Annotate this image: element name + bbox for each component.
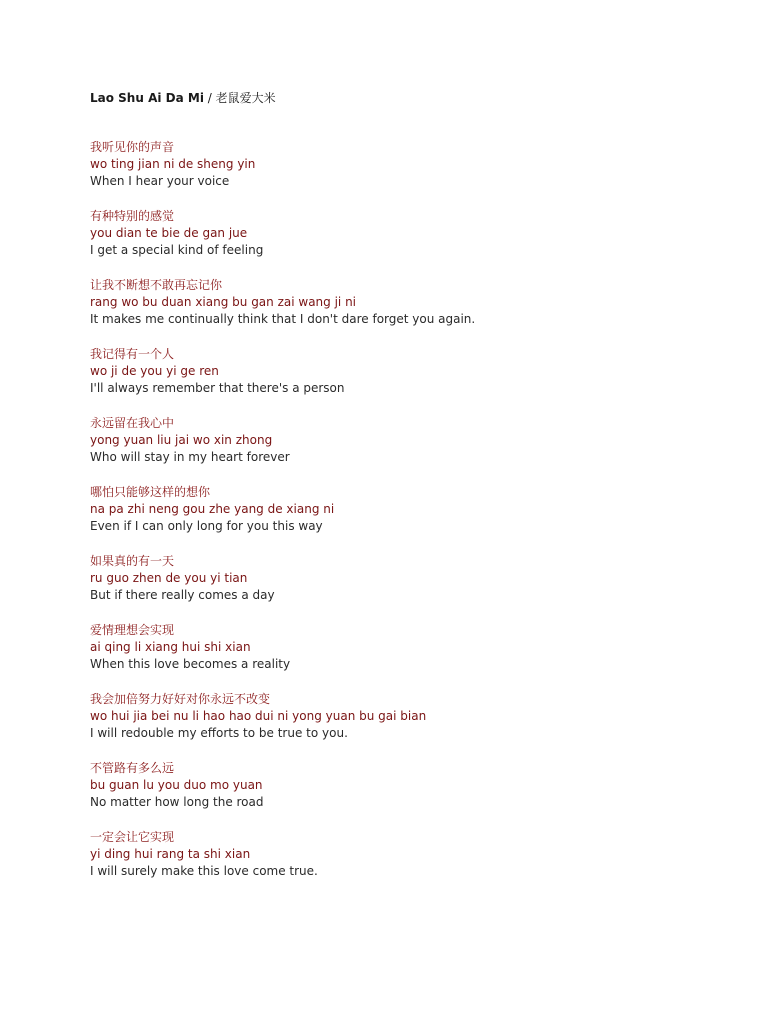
pinyin-line: na pa zhi neng gou zhe yang de xiang ni: [90, 502, 335, 516]
chinese-line: 我听见你的声音: [90, 140, 175, 154]
verse: [90, 346, 730, 415]
verse: [90, 691, 730, 760]
pinyin-line: ru guo zhen de you yi tian: [90, 571, 248, 585]
english-line: I will redouble my efforts to be true to you.: [90, 726, 348, 740]
verse: [90, 484, 730, 553]
title-english: Lao Shu Ai Da Mi: [90, 91, 204, 105]
lyrics-body: [90, 139, 730, 898]
pinyin-line: rang wo bu duan xiang bu gan zai wang ji ni: [90, 295, 357, 309]
english-line: I will surely make this love come true.: [90, 864, 318, 878]
english-line: When this love becomes a reality: [90, 657, 291, 671]
pinyin-line: wo ji de you yi ge ren: [90, 364, 219, 378]
chinese-line: 一定会让它实现: [90, 830, 175, 844]
pinyin-line: bu guan lu you duo mo yuan: [90, 778, 263, 792]
chinese-line: 如果真的有一天: [90, 554, 175, 568]
chinese-line: 哪怕只能够这样的想你: [90, 485, 211, 499]
verse: [90, 829, 730, 898]
chinese-line: 不管路有多么远: [90, 761, 175, 775]
pinyin-line: wo hui jia bei nu li hao hao dui ni yong yuan bu gai bian: [90, 709, 427, 723]
english-line: But if there really comes a day: [90, 588, 275, 602]
english-line: I get a special kind of feeling: [90, 243, 264, 257]
page-title: [90, 88, 276, 108]
chinese-line: 爱情理想会实现: [90, 623, 175, 637]
pinyin-line: yong yuan liu jai wo xin zhong: [90, 433, 273, 447]
english-line: Who will stay in my heart forever: [90, 450, 290, 464]
pinyin-line: you dian te bie de gan jue: [90, 226, 248, 240]
chinese-line: 让我不断想不敢再忘记你: [90, 278, 223, 292]
english-line: When I hear your voice: [90, 174, 230, 188]
english-line: I'll always remember that there's a person: [90, 381, 345, 395]
verse: [90, 208, 730, 277]
pinyin-line: wo ting jian ni de sheng yin: [90, 157, 256, 171]
title-chinese: 老鼠爱大米: [215, 91, 276, 105]
english-line: Even if I can only long for you this way: [90, 519, 323, 533]
verse: [90, 553, 730, 622]
chinese-line: 永远留在我心中: [90, 416, 175, 430]
english-line: It makes me continually think that I don't dare forget you again.: [90, 312, 476, 326]
verse: [90, 415, 730, 484]
title-separator: /: [203, 91, 216, 105]
pinyin-line: yi ding hui rang ta shi xian: [90, 847, 251, 861]
chinese-line: 我记得有一个人: [90, 347, 175, 361]
pinyin-line: ai qing li xiang hui shi xian: [90, 640, 251, 654]
chinese-line: 有种特别的感觉: [90, 209, 175, 223]
verse: [90, 622, 730, 691]
chinese-line: 我会加倍努力好好对你永远不改变: [90, 692, 271, 706]
verse: [90, 760, 730, 829]
verse: [90, 139, 730, 208]
english-line: No matter how long the road: [90, 795, 264, 809]
verse: [90, 277, 730, 346]
